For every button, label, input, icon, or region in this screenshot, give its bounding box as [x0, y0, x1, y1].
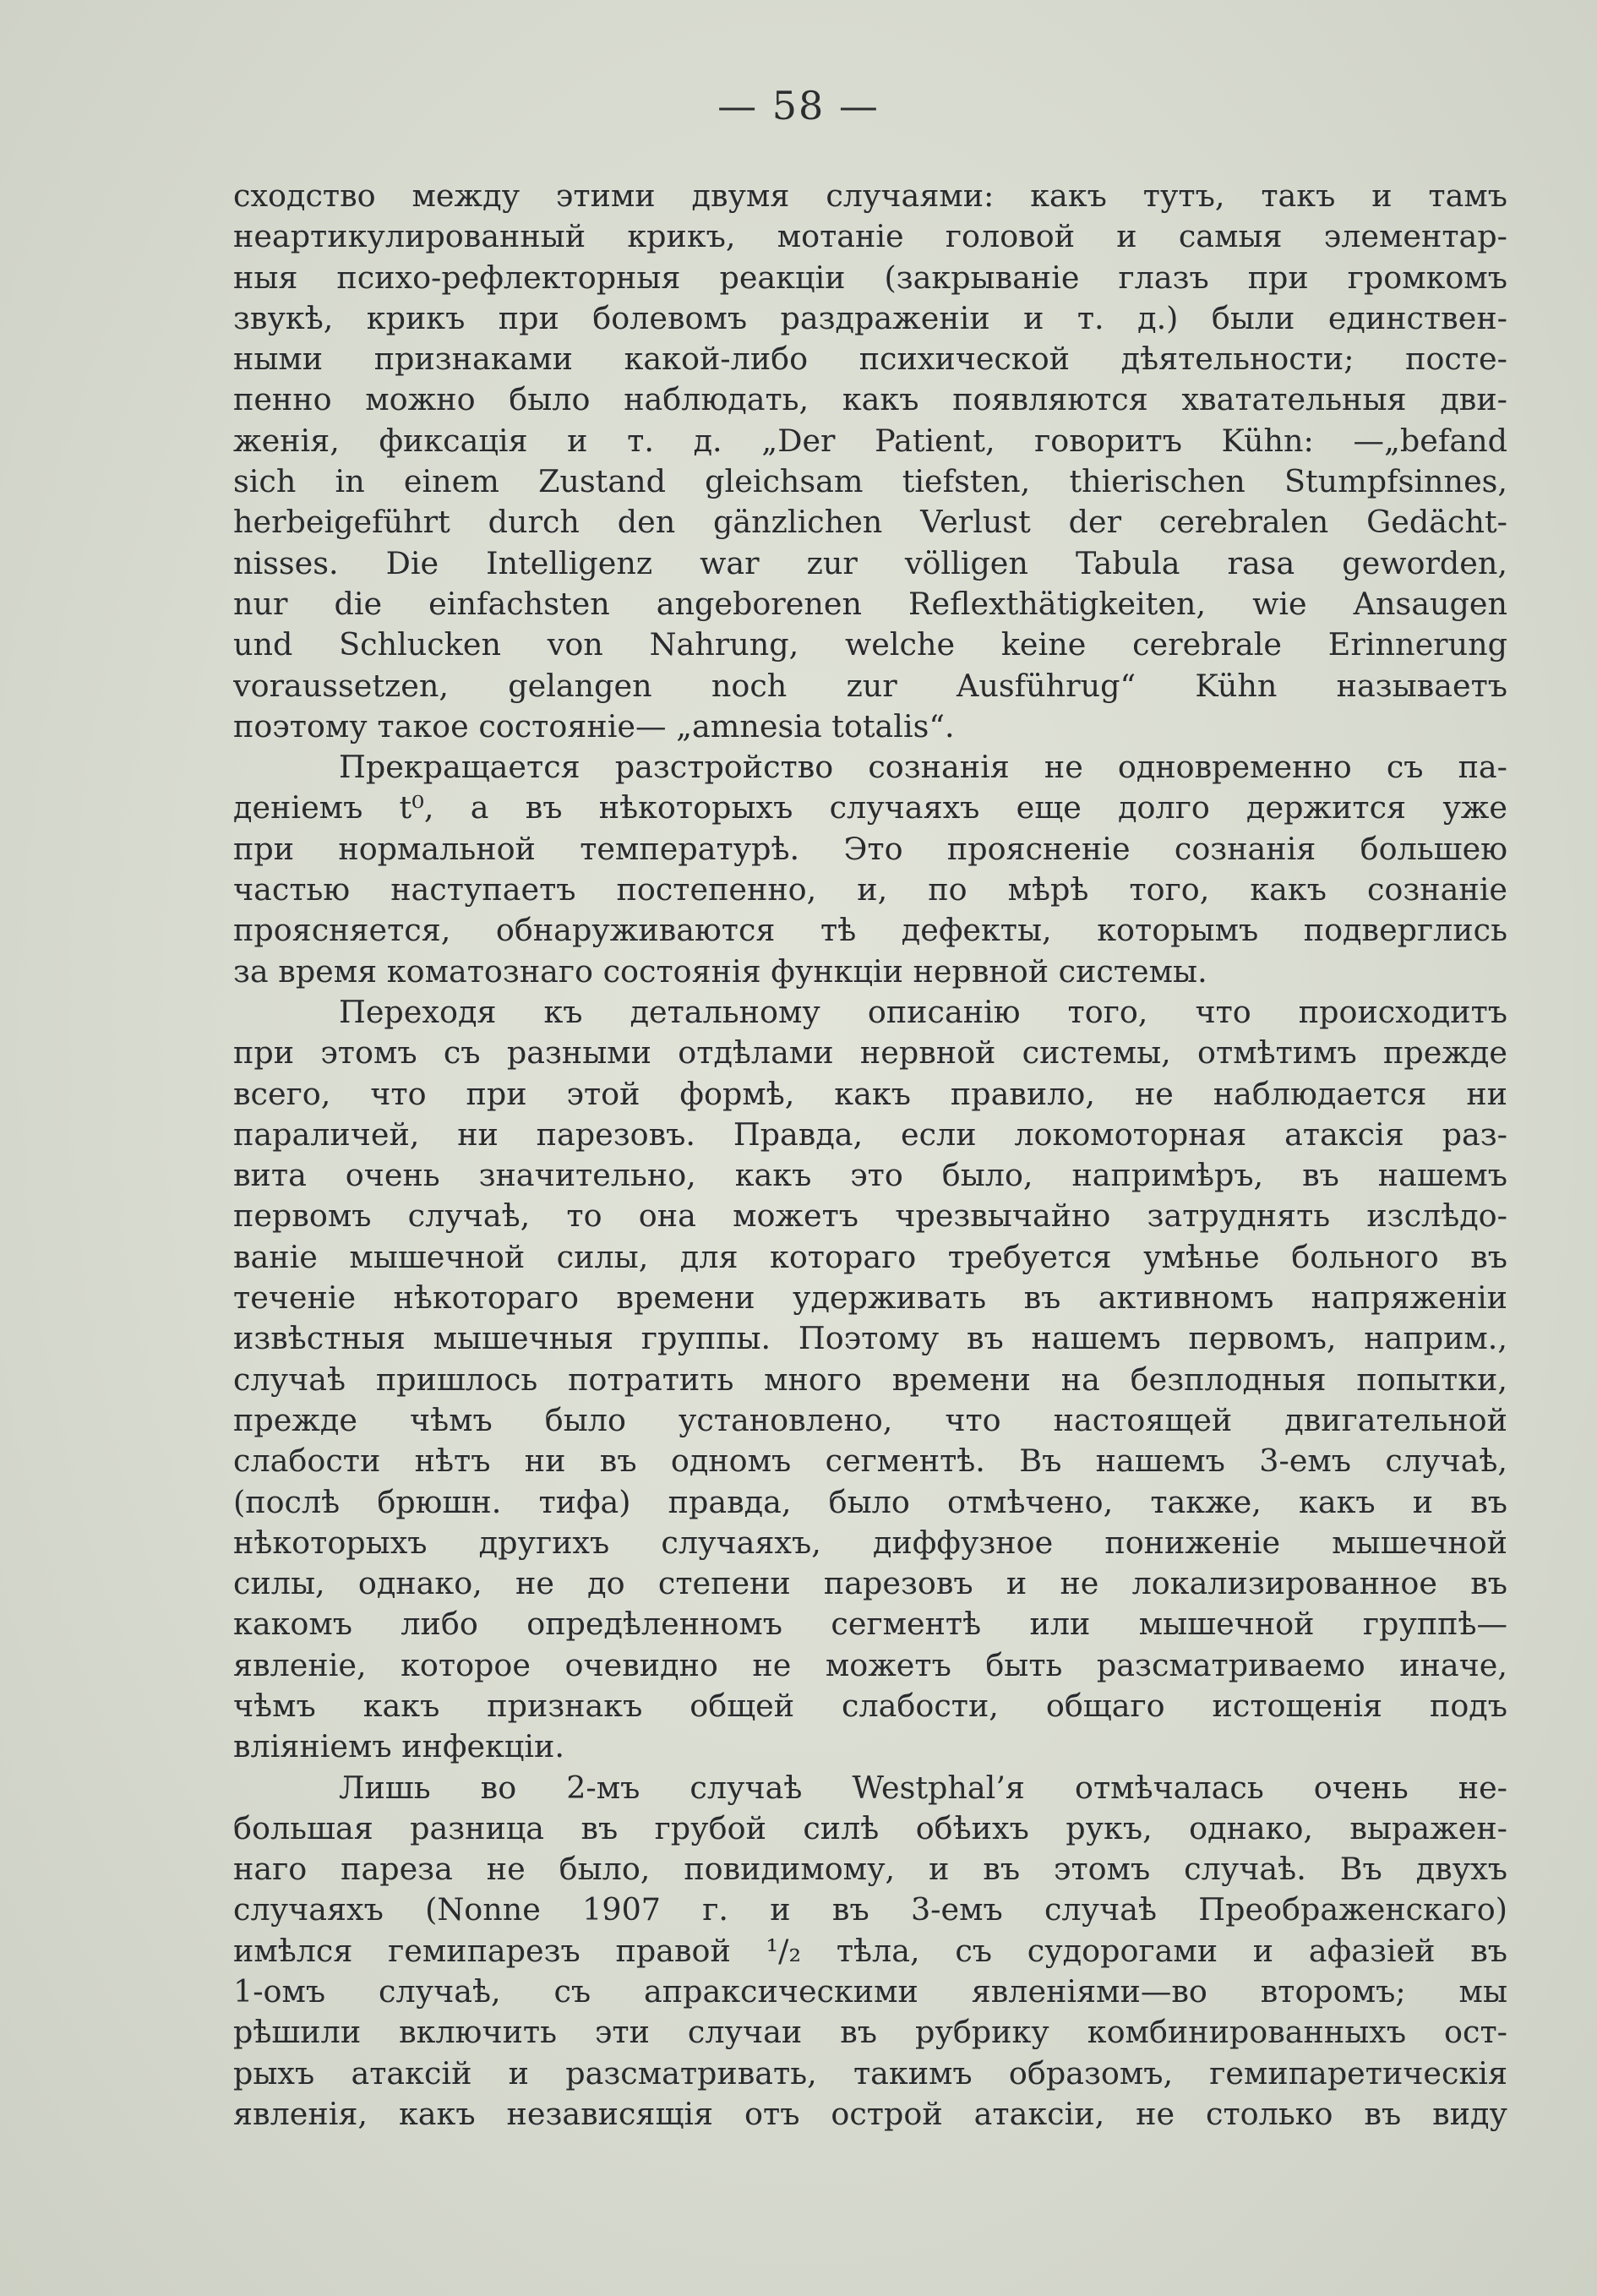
- page-number: — 58 —: [717, 83, 880, 128]
- text-line: nisses. Die Intelligenz war zur völligen Tabula rasa geworden,: [233, 544, 1507, 581]
- text-line: ныя психо-рефлекторныя реакціи (закрываніе глазъ при громкомъ: [233, 259, 1507, 296]
- text-line: рѣшили включить эти случаи въ рубрику комбинированныхъ ост-: [233, 2014, 1507, 2051]
- text-line: voraussetzen, gelangen noch zur Ausführug“ Kühn называетъ: [233, 667, 1507, 704]
- text-line: nur die einfachsten angeborenen Reflexthätigkeiten, wie Ansaugen: [233, 585, 1507, 622]
- text-line: случаяхъ (Nonne 1907 г. и въ 3-емъ случаѣ Преображенскаго): [233, 1891, 1507, 1928]
- text-line: неартикулированный крикъ, мотаніе головой и самыя элементар-: [233, 218, 1507, 255]
- text-line: ными признаками какой-либо психической дѣятельности; посте-: [233, 341, 1507, 378]
- text-line: всего, что при этой формѣ, какъ правило, не наблюдается ни: [233, 1075, 1507, 1112]
- text-line: нѣкоторыхъ другихъ случаяхъ, диффузное пониженіе мышечной: [233, 1524, 1507, 1561]
- text-line: параличей, ни парезовъ. Правда, если локомоторная атаксія раз-: [233, 1115, 1507, 1153]
- text-line: деніемъ t⁰, а въ нѣкоторыхъ случаяхъ еще долго держится уже: [233, 789, 1507, 826]
- text-line: имѣлся гемипарезъ правой ¹/₂ тѣла, съ судорогами и афазіей въ: [233, 1932, 1507, 1969]
- text-line: частью наступаетъ постепенно, и, по мѣрѣ того, какъ сознаніе: [233, 871, 1507, 908]
- text-line: извѣстныя мышечныя группы. Поэтому въ нашемъ первомъ, наприм.,: [233, 1320, 1507, 1357]
- text-line: und Schlucken von Nahrung, welche keine cerebrale Erinnerung: [233, 626, 1507, 663]
- text-line: случаѣ пришлось потратить много времени на безплодныя попытки,: [233, 1361, 1507, 1398]
- text-line: Лишь во 2-мъ случаѣ Westphal’я отмѣчалась очень не-: [339, 1769, 1507, 1806]
- text-line: явленіе, которое очевидно не можетъ быть разсматриваемо иначе,: [233, 1646, 1507, 1683]
- paragraph-4: [233, 1768, 1507, 2135]
- text-line: наго пареза не было, повидимому, и въ этомъ случаѣ. Въ двухъ: [233, 1851, 1507, 1888]
- text-line: при этомъ съ разными отдѣлами нервной системы, отмѣтимъ прежде: [233, 1034, 1507, 1072]
- text-line: первомъ случаѣ, то она можетъ чрезвычайно затруднять изслѣдо-: [233, 1197, 1507, 1235]
- text-line: явленія, какъ независящія отъ острой атаксіи, не столько въ виду: [233, 2095, 1507, 2132]
- text-line: пенно можно было наблюдать, какъ появляются хватательныя дви-: [233, 381, 1507, 418]
- paragraph-2: [233, 747, 1507, 992]
- text-line: теченіе нѣкотораго времени удерживать въ активномъ напряженіи: [233, 1279, 1507, 1317]
- text-line: вита очень значительно, какъ это было, напримѣръ, въ нашемъ: [233, 1157, 1507, 1194]
- text-line: рыхъ атаксій и разсматривать, такимъ образомъ, гемипаретическія: [233, 2054, 1507, 2091]
- text-line: сходство между этими двумя случаями: какъ тутъ, такъ и тамъ: [233, 177, 1507, 214]
- text-line: за время коматознаго состоянія функціи нервной системы.: [233, 952, 1207, 990]
- text-line: силы, однако, не до степени парезовъ и не локализированное въ: [233, 1565, 1507, 1602]
- paragraph-3: [233, 992, 1507, 1768]
- text-line: большая разница въ грубой силѣ обѣихъ рукъ, однако, выражен-: [233, 1809, 1507, 1846]
- text-line: Прекращается разстройство сознанія не одновременно съ па-: [339, 749, 1507, 786]
- text-line: слабости нѣтъ ни въ одномъ сегментѣ. Въ нашемъ 3-емъ случаѣ,: [233, 1442, 1507, 1480]
- text-line: женія, фиксація и т. д. „Der Patient, говоритъ Kühn: —„befand: [233, 422, 1507, 459]
- text-line: sich in einem Zustand gleichsam tiefsten, thierischen Stumpfsinnes,: [233, 463, 1507, 500]
- text-line: 1-омъ случаѣ, съ апраксическими явленіями—во второмъ; мы: [233, 1973, 1507, 2010]
- paragraph-1: [233, 176, 1507, 747]
- body-text: [233, 176, 1507, 2135]
- text-line: при нормальной температурѣ. Это проясненіе сознанія большею: [233, 830, 1507, 867]
- text-line: какомъ либо опредѣленномъ сегментѣ или мышечной группѣ—: [233, 1606, 1507, 1643]
- text-line: herbeigeführt durch den gänzlichen Verlust der cerebralen Gedächt-: [233, 504, 1507, 541]
- text-line: ваніе мышечной силы, для котораго требуется умѣнье больного въ: [233, 1238, 1507, 1275]
- text-line: звукѣ, крикъ при болевомъ раздраженіи и т. д.) были единствен-: [233, 299, 1507, 336]
- text-line: чѣмъ какъ признакъ общей слабости, общаго истощенія подъ: [233, 1687, 1507, 1724]
- text-line: Переходя къ детальному описанію того, что происходитъ: [339, 993, 1507, 1030]
- text-line: проясняется, обнаруживаются тѣ дефекты, которымъ подверглись: [233, 912, 1507, 949]
- text-line: прежде чѣмъ было установлено, что настоящей двигательной: [233, 1401, 1507, 1438]
- text-line: (послѣ брюшн. тифа) правда, было отмѣчено, также, какъ и въ: [233, 1483, 1507, 1520]
- text-line: поэтому такое состояніе— „amnesia totalis“.: [233, 707, 955, 744]
- text-line: вліяніемъ инфекціи.: [233, 1728, 564, 1765]
